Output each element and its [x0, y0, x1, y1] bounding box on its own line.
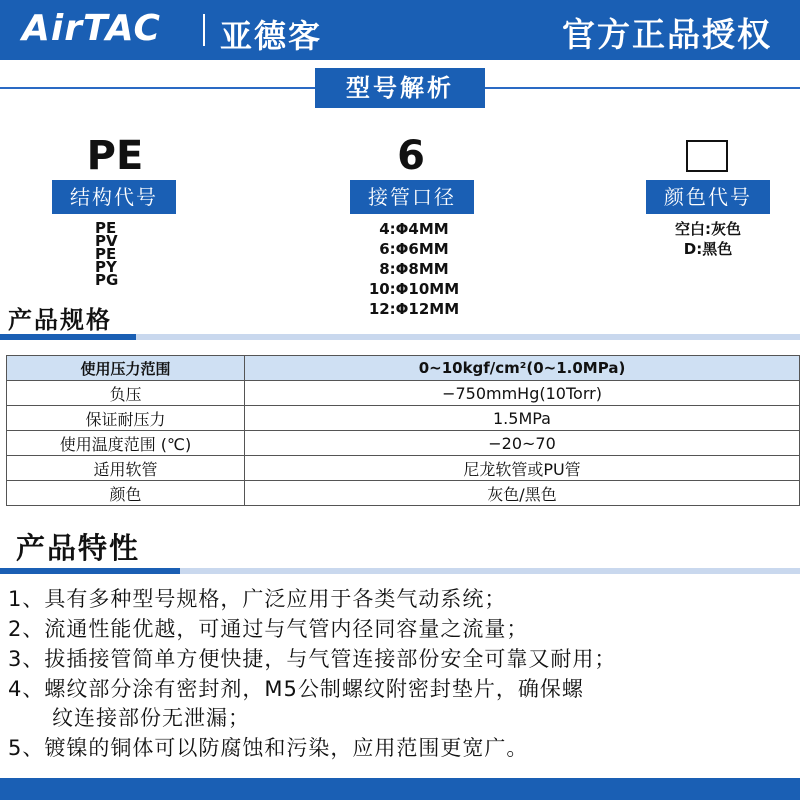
structure-option: PG: [95, 271, 119, 289]
structure-option: PV: [95, 232, 118, 250]
table-row: [7, 431, 800, 456]
spec-name: 保证耐压力: [7, 406, 245, 431]
spec-name: 使用压力范围: [7, 356, 245, 381]
size-option: 10:Φ10MM: [368, 280, 460, 298]
spec-name: 颜色: [7, 481, 245, 506]
spec-section-bar-accent: [0, 334, 136, 340]
feature-line: 5、镀镍的铜体可以防腐蚀和污染，应用范围更宽广。: [8, 736, 529, 760]
spec-value: −750mmHg(10Torr): [245, 381, 800, 406]
feature-line: 3、拔插接管简单方便快捷，与气管连接部份安全可靠又耐用；: [8, 647, 617, 671]
structure-option: PE: [95, 219, 117, 237]
spec-value: 1.5MPa: [245, 406, 800, 431]
structure-option: PE: [95, 245, 117, 263]
features-section-title: 产品特性: [16, 531, 141, 565]
spec-name: 负压: [7, 381, 245, 406]
size-option: 12:Φ12MM: [368, 300, 460, 318]
color-option: 空白:灰色: [675, 220, 741, 238]
feature-line: 1、具有多种型号规格，广泛应用于各类气动系统；: [8, 587, 507, 611]
spec-value: 0~10kgf/cm²(0~1.0MPa): [245, 356, 800, 381]
spec-name: 适用软管: [7, 456, 245, 481]
table-row: [7, 456, 800, 481]
features-section-bar-accent: [0, 568, 180, 574]
header-bar: [0, 0, 800, 60]
table-row: [7, 406, 800, 431]
structure-code: PE: [86, 133, 144, 179]
authorized-text: 官方正品授权: [562, 15, 772, 54]
feature-line: 纹连接部份无泄漏；: [52, 706, 250, 730]
spec-table: [6, 355, 800, 506]
brand-logo: AirTAC: [22, 8, 161, 49]
structure-option: PY: [95, 258, 117, 276]
brand-name-cn: 亚德客: [220, 17, 323, 55]
spec-value: 灰色/黑色: [245, 481, 800, 506]
color-options: [646, 219, 770, 259]
table-row: [7, 356, 800, 381]
spec-value: −20~70: [245, 431, 800, 456]
size-option: 6:Φ6MM: [379, 240, 449, 258]
footer-bar: [0, 778, 800, 800]
size-code: 6: [397, 133, 425, 179]
color-code-label: 颜色代号: [646, 180, 770, 214]
structure-code-label: 结构代号: [52, 180, 176, 214]
spec-value: 尼龙软管或PU管: [245, 456, 800, 481]
feature-line: 4、螺纹部分涂有密封剂，M5公制螺纹附密封垫片，确保螺: [8, 677, 584, 701]
logo-divider: [203, 14, 205, 46]
size-option: 8:Φ8MM: [379, 260, 449, 278]
spec-section-title: 产品规格: [8, 306, 112, 334]
color-option: D:黑色: [683, 240, 733, 258]
table-row: [7, 381, 800, 406]
model-section-title: 型号解析: [315, 68, 485, 108]
structure-options: [95, 219, 119, 289]
table-row: [7, 481, 800, 506]
size-options: [352, 219, 476, 319]
size-option: 4:Φ4MM: [379, 220, 449, 238]
spec-name: 使用温度范围 (℃): [7, 431, 245, 456]
color-code-box: [686, 140, 728, 172]
size-code-label: 接管口径: [350, 180, 474, 214]
feature-line: 2、流通性能优越，可通过与气管内径同容量之流量；: [8, 617, 529, 641]
